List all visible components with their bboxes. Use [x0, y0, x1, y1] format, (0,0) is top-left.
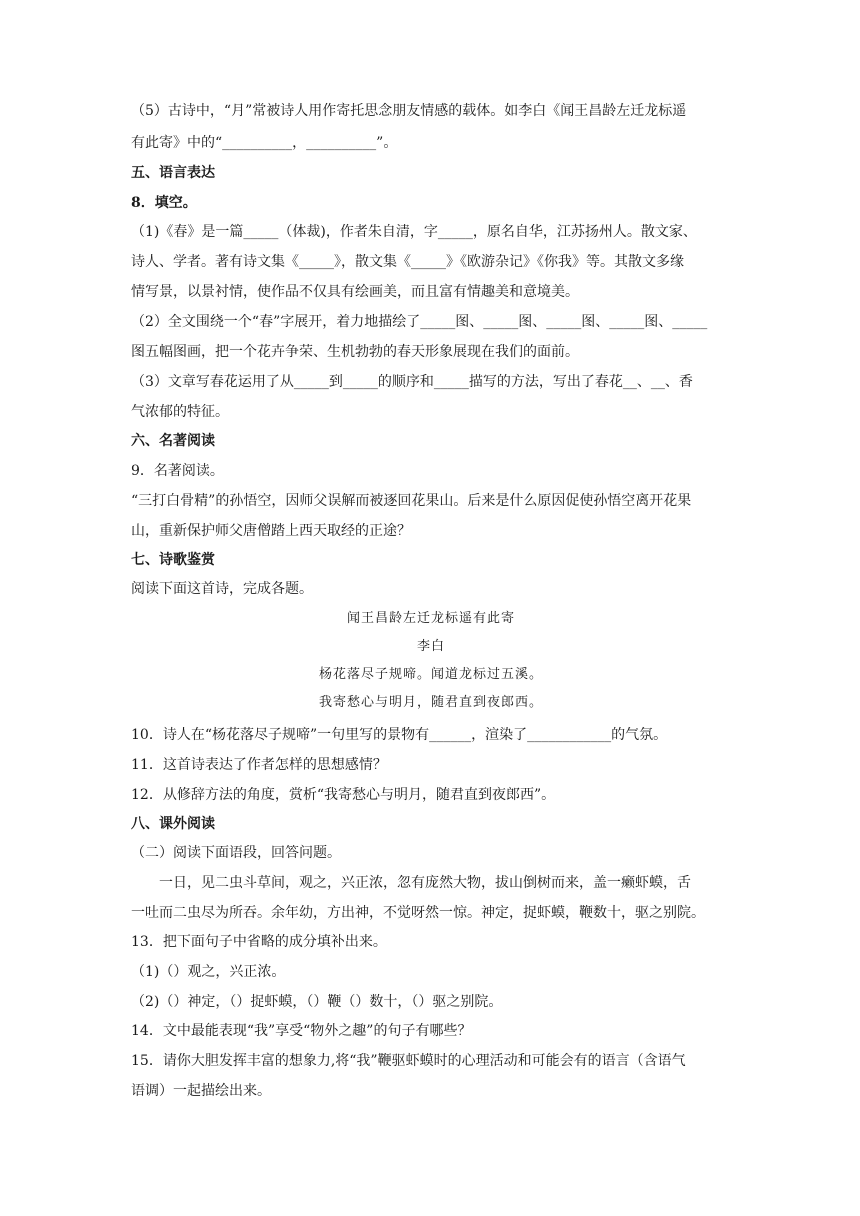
- question-8-1-line-1: （1)《春》是一篇_____（体裁)，作者朱自清，字_____，原名自华，江苏扬州人。散文家、: [131, 224, 697, 240]
- question-13-2: （2)（）神定，（）捉虾蟆，（）鞭（）数十，（）驱之别院。: [131, 994, 503, 1010]
- poem-instruction: 阅读下面这首诗，完成各题。: [131, 581, 313, 597]
- question-7-5-line-2: 有此寄》中的“__________，__________”。: [131, 135, 398, 151]
- section-8-heading: 八、课外阅读: [131, 816, 215, 832]
- question-8-2-line-2: 图五幅图画，把一个花卉争荣、生机勃勃的春天形象展现在我们的面前。: [131, 344, 579, 360]
- section-6-heading: 六、名著阅读: [131, 433, 215, 449]
- poem-line-2: 我寄愁心与明月，随君直到夜郎西。: [318, 695, 543, 710]
- poem-title: 闻王昌龄左迁龙标遥有此寄: [346, 611, 515, 626]
- question-15-line-1: 15．请你大胆发挥丰富的想象力,将“我”鞭驱虾蟆时的心理活动和可能会有的语言（含语气: [131, 1053, 686, 1069]
- question-8-3-line-2: 气浓郁的特征。: [131, 404, 229, 420]
- question-8-1-line-2: 诗人、学者。著有诗文集《_____》，散文集《_____》《欧游杂记》《你我》等。其散文多缘: [131, 254, 684, 270]
- question-14: 14．文中最能表现“我”享受“物外之趣”的句子有哪些？: [131, 1023, 472, 1039]
- question-8-3-line-1: （3）文章写春花运用了从_____到_____的顺序和_____描写的方法，写出了春花__、__、香: [131, 374, 693, 390]
- question-8-2-line-1: （2）全文围绕一个“春”字展开，着力地描绘了_____图、_____图、_____图、_____图、_____: [131, 314, 708, 330]
- question-9-title: 9．名著阅读。: [131, 463, 224, 479]
- section-7-heading: 七、诗歌鉴赏: [131, 552, 215, 568]
- poem-line-1: 杨花落尽子规啼。闻道龙标过五溪。: [318, 667, 543, 682]
- section-5-heading: 五、语言表达: [131, 165, 215, 181]
- question-8-title: 8．填空。: [131, 195, 197, 211]
- reading-instruction: （二）阅读下面语段，回答问题。: [131, 845, 341, 861]
- question-15-line-2: 语调）一起描绘出来。: [131, 1083, 271, 1099]
- passage-line-2: 一吐而二虫尽为所吞。余年幼，方出神，不觉呀然一惊。神定，捉虾蟆，鞭数十，驱之别院。: [131, 905, 705, 921]
- question-11: 11．这首诗表达了作者怎样的思想感情？: [131, 757, 387, 773]
- question-13-1: （1)（）观之，兴正浓。: [131, 964, 286, 980]
- question-13: 13．把下面句子中省略的成分填补出来。: [131, 934, 387, 950]
- question-8-1-line-3: 情写景，以景衬情，使作品不仅具有绘画美，而且富有情趣美和意境美。: [131, 284, 579, 300]
- question-7-5-line-1: （5）古诗中，“月”常被诗人用作寄托思念朋友情感的载体。如李白《闻王昌龄左迁龙标遥: [131, 103, 687, 119]
- question-12: 12．从修辞方法的角度，赏析“我寄愁心与明月，随君直到夜郎西”。: [131, 787, 556, 803]
- poem-author: 李白: [416, 639, 445, 654]
- question-9-line-1: “三打白骨精”的孙悟空，因师父误解而被逐回花果山。后来是什么原因促使孙悟空离开花果: [131, 493, 692, 509]
- question-9-line-2: 山，重新保护师父唐僧踏上西天取经的正途？: [131, 523, 411, 539]
- question-10: 10．诗人在“杨花落尽子规啼”一句里写的景物有______，渲染了____________的气氛。: [131, 727, 668, 743]
- passage-line-1: 一日，见二虫斗草间，观之，兴正浓，忽有庞然大物，拔山倒树而来，盖一癞虾蟆，舌: [159, 875, 691, 891]
